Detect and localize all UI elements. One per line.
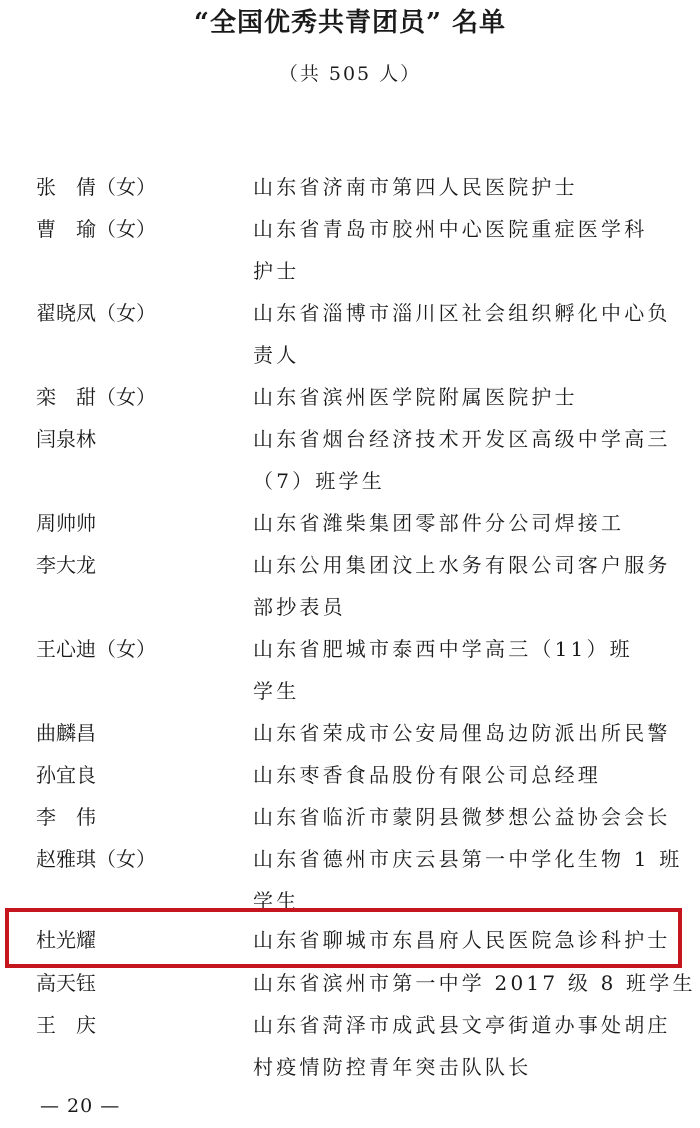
affiliation-line: 山东省德州市庆云县第一中学化生物 1 班	[253, 847, 683, 871]
affiliation-line: 山东省菏泽市成武县文亭街道办事处胡庄	[253, 1013, 671, 1037]
affiliation	[253, 544, 673, 628]
affiliation-line: 山东省淄博市淄川区社会组织孵化中心负	[253, 301, 671, 325]
affiliation-line: 山东省济南市第四人民医院护士	[253, 175, 578, 199]
document-title: “全国优秀共青团员” 名单	[194, 8, 506, 38]
person-name: 杜光耀	[36, 928, 96, 952]
affiliation	[253, 962, 696, 1004]
affiliation	[253, 712, 673, 754]
person-name: 王心迪（女）	[36, 637, 156, 661]
person-name: 栾 甜（女）	[36, 385, 156, 409]
affiliation-line: 山东省青岛市胶州中心医院重症医学科	[253, 217, 648, 241]
person-name: 曲麟昌	[36, 721, 96, 745]
affiliation	[253, 208, 673, 292]
affiliation-line: 山东省临沂市蒙阴县微梦想公益协会会长	[253, 805, 671, 829]
affiliation-line: 山东公用集团汶上水务有限公司客户服务	[253, 553, 671, 577]
person-name: 赵雅琪（女）	[36, 847, 156, 871]
affiliation-line: 护士	[253, 259, 300, 283]
affiliation-line: 山东省荣成市公安局俚岛边防派出所民警	[253, 721, 671, 745]
person-name: 李 伟	[36, 805, 96, 829]
person-name: 高天钰	[36, 971, 96, 995]
document-subtitle: （共 505 人）	[278, 63, 422, 85]
person-name: 翟晓凤（女）	[36, 301, 156, 325]
affiliation	[253, 754, 673, 796]
affiliation-line: 责人	[253, 343, 300, 367]
affiliation-line: 部抄表员	[253, 595, 346, 619]
affiliation	[253, 166, 673, 208]
affiliation	[253, 628, 673, 712]
affiliation	[253, 418, 673, 502]
affiliation-line: 山东省烟台经济技术开发区高级中学高三	[253, 427, 671, 451]
affiliation	[253, 1004, 673, 1088]
affiliation	[253, 376, 673, 418]
affiliation-line: （7）班学生	[253, 469, 385, 493]
page-number: — 20 —	[40, 1095, 121, 1117]
person-name: 王 庆	[36, 1013, 96, 1037]
affiliation-line: 山东省肥城市泰西中学高三（11）班	[253, 637, 633, 661]
affiliation-line: 山东枣香食品股份有限公司总经理	[253, 763, 601, 787]
person-name: 闫泉林	[36, 427, 96, 451]
affiliation-line: 山东省滨州医学院附属医院护士	[253, 385, 578, 409]
person-name: 周帅帅	[36, 511, 96, 535]
affiliation	[253, 292, 673, 376]
person-name: 张 倩（女）	[36, 175, 156, 199]
highlight-box	[5, 908, 682, 968]
person-name: 李大龙	[36, 553, 96, 577]
affiliation-line: 村疫情防控青年突击队队长	[253, 1055, 532, 1079]
person-name: 孙宜良	[36, 763, 96, 787]
affiliation	[253, 796, 673, 838]
affiliation-line: 学生	[253, 889, 300, 913]
affiliation-line: 山东省聊城市东昌府人民医院急诊科护士	[253, 928, 671, 952]
affiliation-line: 学生	[253, 679, 300, 703]
affiliation-line: 山东省潍柴集团零部件分公司焊接工	[253, 511, 625, 535]
person-name: 曹 瑜（女）	[36, 217, 156, 241]
affiliation-line: 山东省滨州市第一中学 2017 级 8 班学生	[253, 971, 696, 995]
affiliation	[253, 502, 673, 544]
